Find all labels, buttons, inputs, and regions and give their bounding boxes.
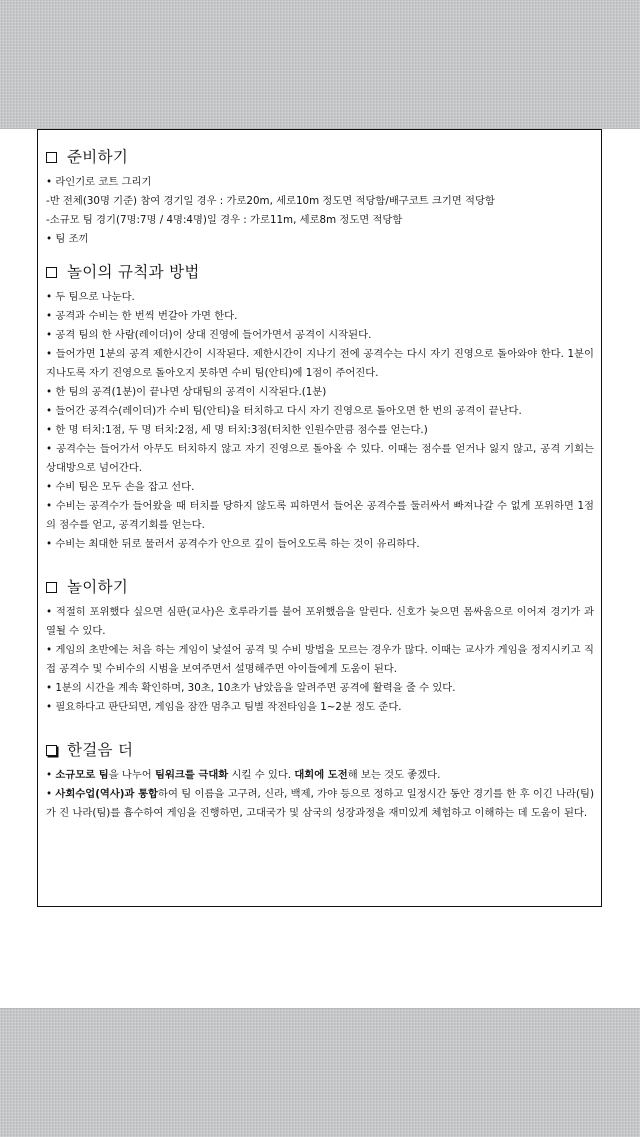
- section-heading: [46, 576, 594, 598]
- text-segment: 해 보는 것도 좋겠다.: [347, 769, 441, 781]
- checkbox-icon: [46, 152, 57, 163]
- checkbox-icon: [46, 582, 57, 593]
- section-heading: [46, 739, 594, 761]
- text-line: • 공격 팀의 한 사람(레이더)이 상대 진영에 들어가면서 공격이 시작된다.: [46, 329, 372, 341]
- text-segment: 하여 팀 이름을 고구려, 신라, 백제, 가야 등으로 정하고 일정시간 동안 경기를 한 후 이긴 나라(팀)가 진 나라(팀)를 흡수하여 게임을 진행하면, 고대국가 및 삼국의 성장과정을 재미있게 체험하고 이해하는 데 도움이 된다.: [46, 788, 594, 819]
- text-line: • 1분의 시간을 계속 확인하며, 30초, 10초가 남았음을 알려주면 공격에 활력을 줄 수 있다.: [46, 682, 456, 694]
- section-title: 한걸음 더: [67, 741, 134, 759]
- text-line: • 한 팀의 공격(1분)이 끝나면 상대팀의 공격이 시작된다.(1분): [46, 386, 327, 398]
- text-line: • 적절히 포위했다 싶으면 심판(교사)은 호루라기를 불어 포위했음을 알린다. 신호가 늦으면 몸싸움으로 이어져 경기가 과열될 수 있다.: [46, 606, 594, 637]
- section-play: [46, 576, 594, 717]
- text-line: • 수비는 최대한 뒤로 물러서 공격수가 안으로 깊이 들어오도록 하는 것이 유리하다.: [46, 538, 420, 550]
- text-line: • 수비 팀은 모두 손을 잡고 선다.: [46, 481, 195, 493]
- section-title: 놀이의 규칙과 방법: [67, 263, 200, 281]
- text-line: • 필요하다고 판단되면, 게임을 잠깐 멈추고 팀별 작전타임을 1~2분 정도 준다.: [46, 701, 402, 713]
- text-line: -반 전체(30명 기준) 참여 경기일 경우 : 가로20m, 세로10m 정도면 적당함/배구코트 크기면 적당함: [46, 195, 495, 207]
- text-line: • 라인기로 코트 그리기: [46, 176, 152, 188]
- text-line: • 들어간 공격수(레이더)가 수비 팀(안티)을 터치하고 다시 자기 진영으로 돌아오면 한 번의 공격이 끝난다.: [46, 405, 522, 417]
- section-heading: [46, 261, 594, 283]
- section-title: 놀이하기: [67, 578, 129, 596]
- text-line: • 수비는 공격수가 들어왔을 때 터치를 당하지 않도록 피하면서 들어온 공격수를 둘러싸서 빠져나갈 수 없게 포위하면 1점의 점수를 얻고, 공격기회를 얻는다.: [46, 500, 594, 531]
- section-one-step-further: [46, 739, 594, 823]
- text-segment: •: [46, 769, 56, 781]
- text-line: • 팀 조끼: [46, 233, 89, 245]
- text-line: • 게임의 초반에는 처음 하는 게임이 낯설어 공격 및 수비 방법을 모르는 경우가 많다. 이때는 교사가 게임을 정지시키고 직접 공격수 및 수비수의 시범을 보여주면서 설명해주면 아이들에게 도움이 된다.: [46, 644, 594, 675]
- bold-text: 대회에 도전: [294, 769, 348, 781]
- checkbox-icon: [46, 267, 57, 278]
- text-line: [46, 785, 594, 823]
- text-segment: 시킬 수 있다.: [228, 769, 295, 781]
- text-line: • 공격과 수비는 한 번씩 번갈아 가면 한다.: [46, 310, 238, 322]
- top-background-band: [0, 0, 640, 129]
- section-heading: [46, 146, 594, 168]
- text-segment: •: [46, 788, 56, 800]
- text-segment: 을 나누어: [108, 769, 156, 781]
- text-line: • 두 팀으로 나눈다.: [46, 291, 135, 303]
- text-line: • 공격수는 들어가서 아무도 터치하지 않고 자기 진영으로 돌아올 수 있다. 이때는 점수를 얻거나 잃지 않고, 공격 기회는 상대방으로 넘어간다.: [46, 443, 594, 474]
- text-line: • 한 명 터치:1점, 두 명 터치:2점, 세 명 터치:3점(터치한 인원수만큼 점수를 얻는다.): [46, 424, 428, 436]
- section-rules: [46, 261, 594, 554]
- text-line: [46, 766, 594, 785]
- bold-text: 소규모로 팀: [55, 769, 109, 781]
- rich-text-lines: [46, 766, 594, 823]
- bold-text: 사회수업(역사)과 통합: [55, 788, 159, 800]
- bold-text: 팀워크를 극대화: [155, 769, 229, 781]
- document-page: [37, 129, 602, 907]
- checkbox-icon: [46, 745, 57, 756]
- text-line: -소규모 팀 경기(7명:7명 / 4명:4명)일 경우 : 가로11m, 세로8m 정도면 적당함: [46, 214, 403, 226]
- bottom-background-band: [0, 1008, 640, 1137]
- section-title: 준비하기: [67, 148, 129, 166]
- section-preparation: [46, 146, 594, 249]
- text-line: • 들어가면 1분의 공격 제한시간이 시작된다. 제한시간이 지나기 전에 공격수는 다시 자기 진영으로 돌아와야 한다. 1분이 지나도록 자기 진영으로 돌아오지 못하면 수비 팀(안티)에 1점이 주어진다.: [46, 348, 594, 379]
